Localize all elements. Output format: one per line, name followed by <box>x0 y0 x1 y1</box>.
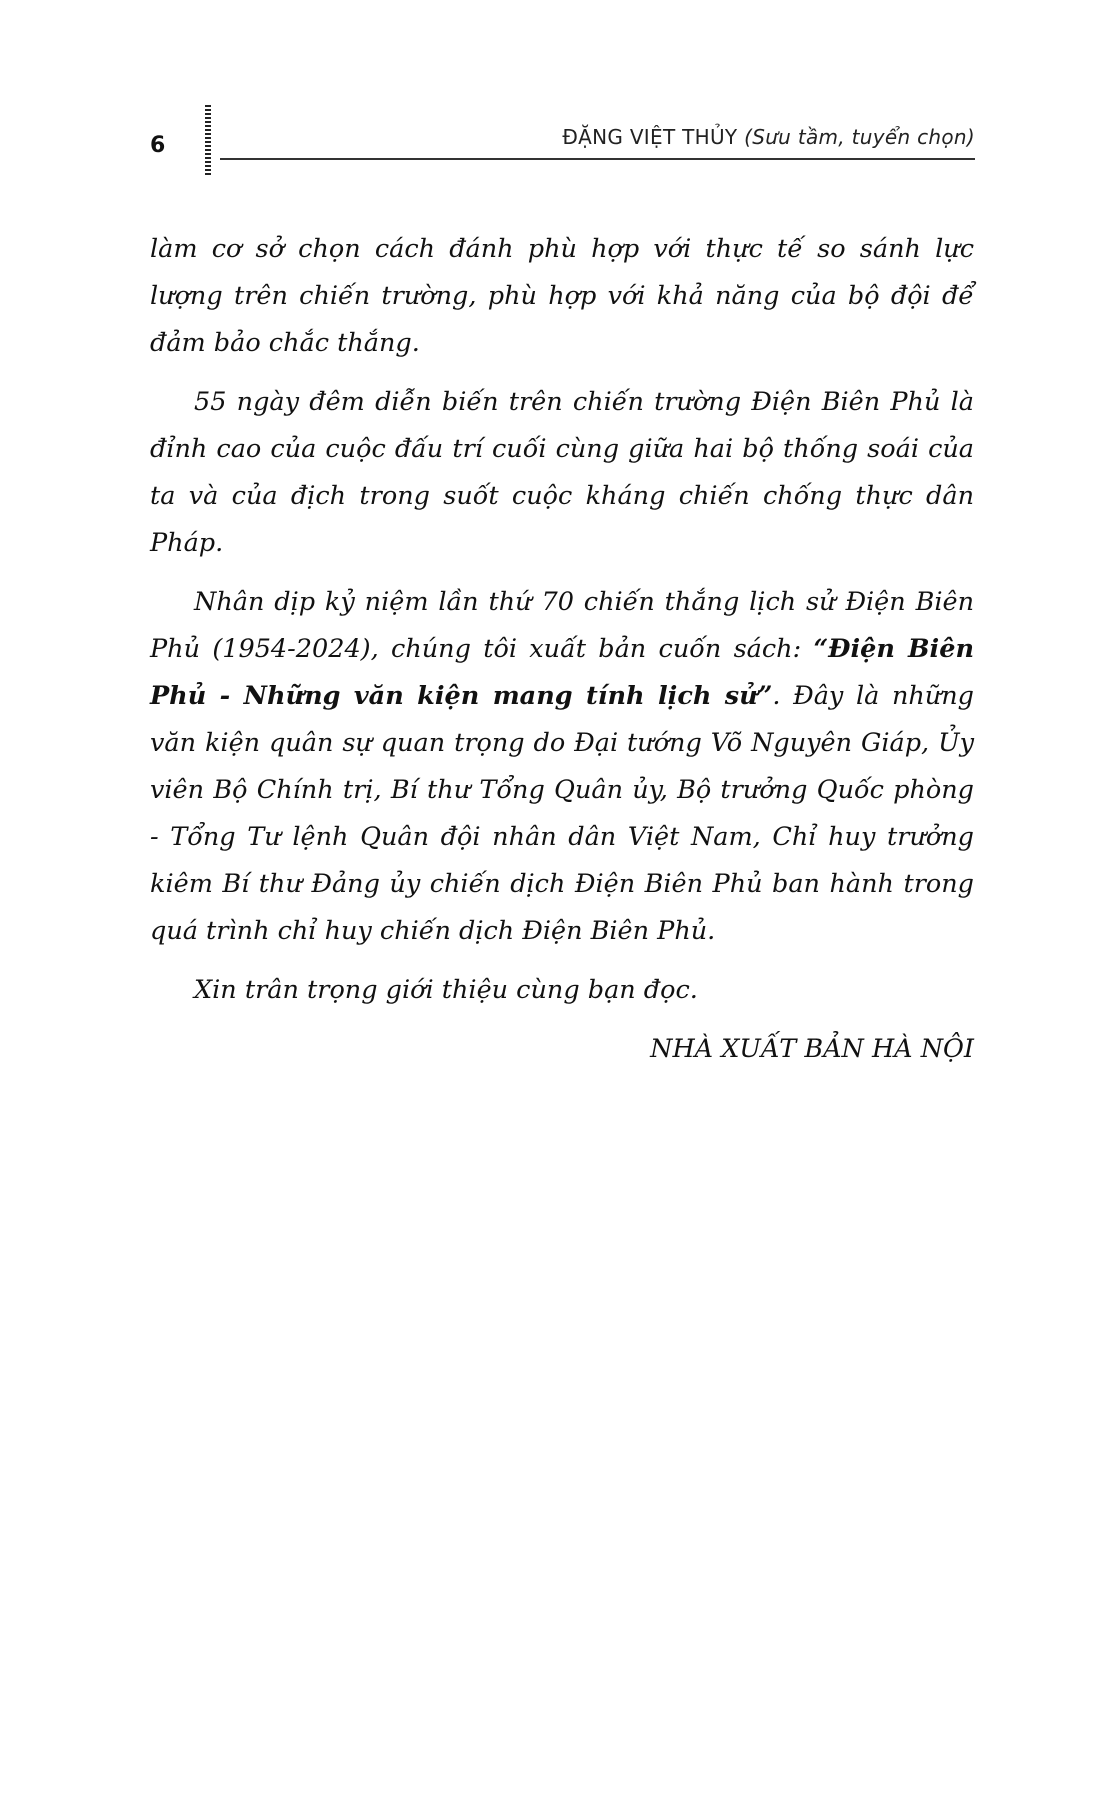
header-ornament <box>205 105 211 177</box>
book-title: “Điện Biên Phủ - Những văn kiện mang tính lịch sử” <box>150 634 974 711</box>
paragraph-3-rest: . Đây là những văn kiện quân sự quan trọng do Đại tướng Võ Nguyên Giáp, Ủy viên Bộ Chính trị, Bí thư Tổng Quân ủy, Bộ trưởng Quốc phòng - Tổng Tư lệnh Quân đội nhân dân Việt Nam, Chỉ huy trưởng kiêm Bí thư Đảng ủy chiến dịch Điện Biên Phủ ban hành trong quá trình chỉ huy chiến dịch Điện Biên Phủ. <box>150 681 974 946</box>
publisher-signature: NHÀ XUẤT BẢN HÀ NỘI <box>650 1034 974 1064</box>
page-number: 6 <box>150 133 166 158</box>
header-rule <box>220 158 975 160</box>
page-body <box>150 226 974 1073</box>
header-subtitle: (Sưu tầm, tuyển chọn) <box>744 125 975 149</box>
paragraph-3 <box>150 579 974 955</box>
header-author: ĐẶNG VIỆT THỦY <box>562 125 738 149</box>
paragraph-1: làm cơ sở chọn cách đánh phù hợp với thực tế so sánh lực lượng trên chiến trường, phù hợp với khả năng của bộ đội để đảm bảo chắc thắng. <box>150 234 974 358</box>
paragraph-4: Xin trân trọng giới thiệu cùng bạn đọc. <box>194 975 698 1005</box>
paragraph-2: 55 ngày đêm diễn biến trên chiến trường Điện Biên Phủ là đỉnh cao của cuộc đấu trí cuối cùng giữa hai bộ thống soái của ta và của địch trong suốt cuộc kháng chiến chống thực dân Pháp. <box>150 387 974 558</box>
paragraph-3-intro: Nhân dịp kỷ niệm lần thứ 70 chiến thắng lịch sử Điện Biên Phủ (1954-2024), chúng tôi xuất bản cuốn sách: <box>150 587 974 664</box>
header-title <box>562 125 975 149</box>
running-header <box>150 105 975 180</box>
